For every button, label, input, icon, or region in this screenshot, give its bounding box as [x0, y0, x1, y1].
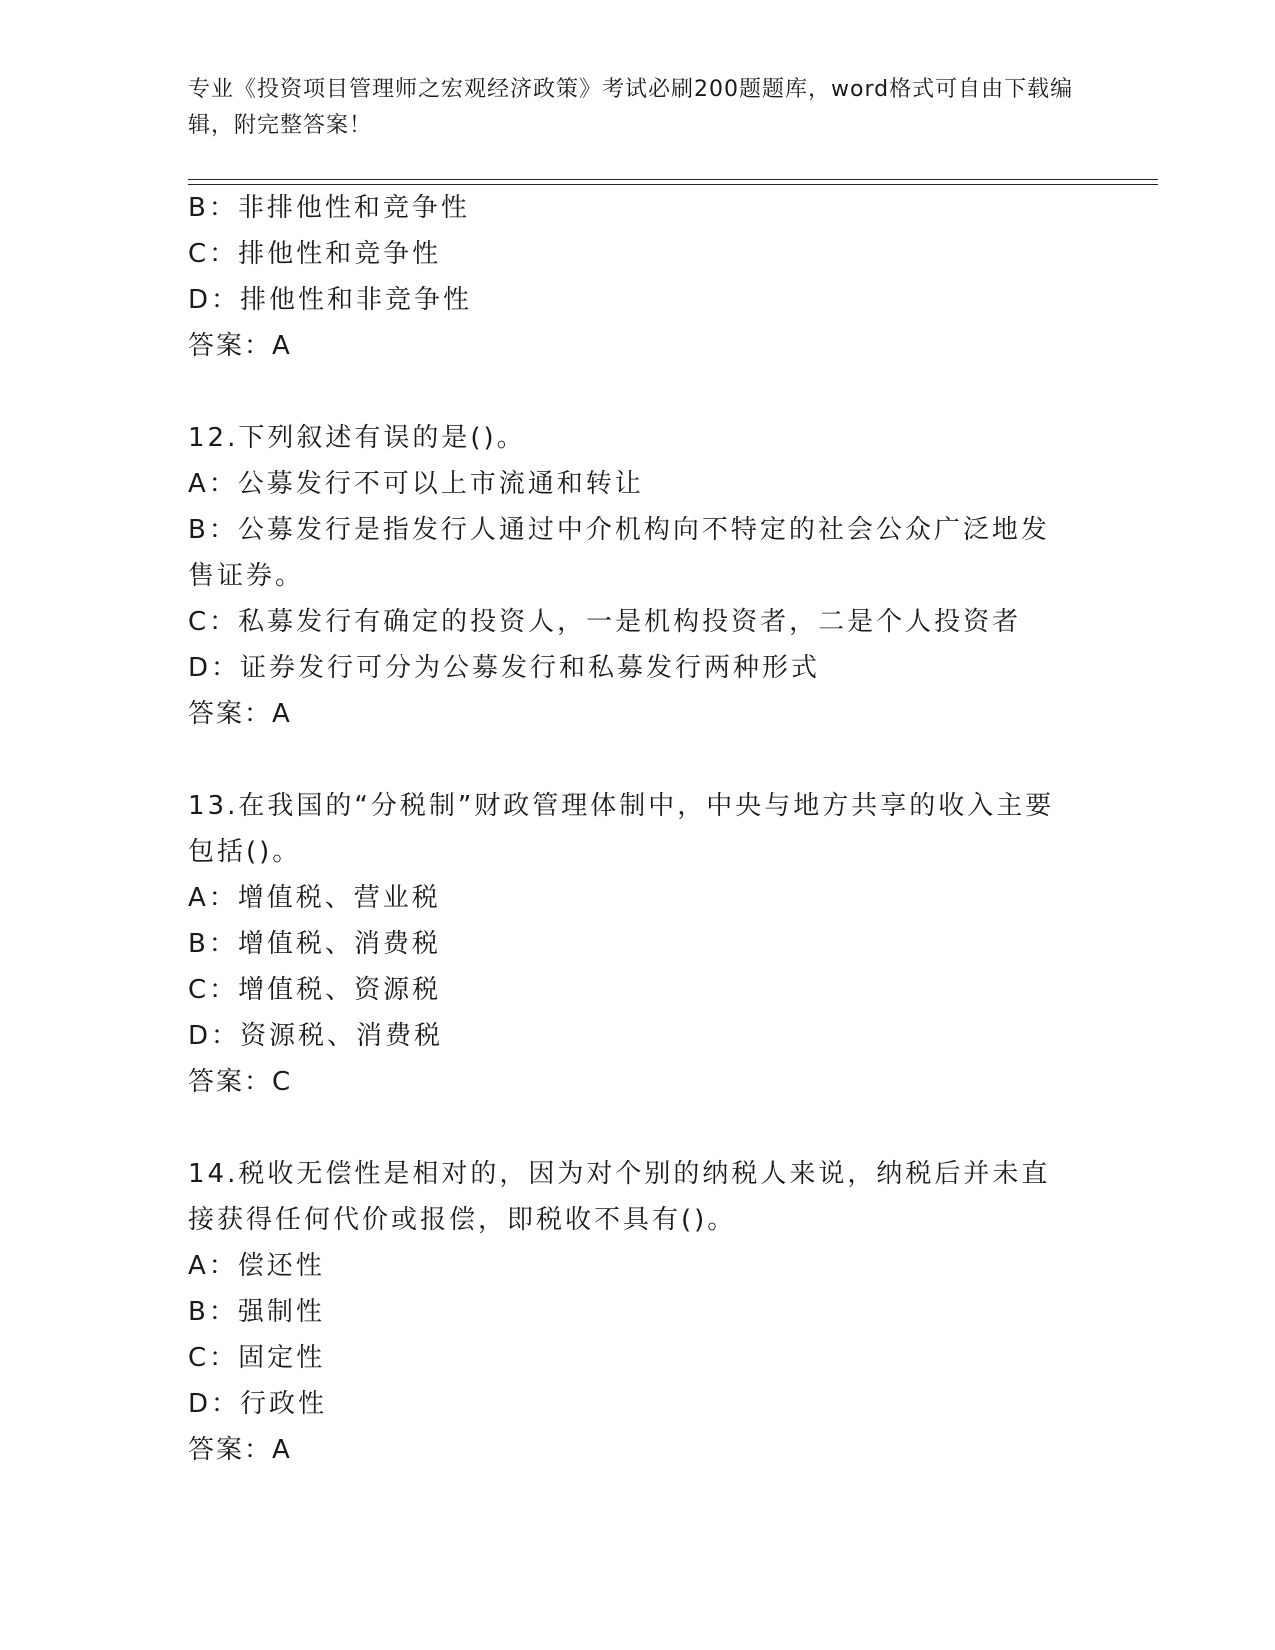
q14-option-c: C：固定性	[188, 1343, 326, 1373]
q13-answer: 答案：C	[188, 1067, 293, 1097]
q12-option-d: D：证券发行可分为公募发行和私募发行两种形式	[188, 653, 821, 683]
q13-option-b: B：增值税、消费税	[188, 929, 441, 959]
q11-answer: 答案：A	[188, 331, 292, 361]
q12-option-a: A：公募发行不可以上市流通和转让	[188, 469, 644, 499]
q12-question: 12.下列叙述有误的是()。	[188, 423, 526, 453]
q14-answer: 答案：A	[188, 1435, 292, 1465]
q14-question: 14.税收无偿性是相对的，因为对个别的纳税人来说，纳税后并未直接获得任何代价或报偿，即税收不具有()。	[188, 1159, 1051, 1235]
header-divider-top	[188, 179, 1158, 180]
q11-option-d: D：排他性和非竞争性	[188, 285, 473, 315]
q14-option-a: A：偿还性	[188, 1251, 325, 1281]
q12-option-c: C：私募发行有确定的投资人，一是机构投资者，二是个人投资者	[188, 607, 1022, 637]
q14-option-d: D：行政性	[188, 1389, 328, 1419]
q14-option-b: B：强制性	[188, 1297, 325, 1327]
q11-option-c: C：排他性和竞争性	[188, 239, 442, 269]
q13-option-c: C：增值税、资源税	[188, 975, 442, 1005]
q13-option-a: A：增值税、营业税	[188, 883, 441, 913]
q13-question: 13.在我国的“分税制”财政管理体制中，中央与地方共享的收入主要包括()。	[188, 791, 1055, 867]
document-header: 专业《投资项目管理师之宏观经济政策》考试必刷200题题库，word格式可自由下载编辑，附完整答案！	[188, 77, 1074, 138]
q13-option-d: D：资源税、消费税	[188, 1021, 444, 1051]
q11-option-b: B：非排他性和竞争性	[188, 193, 470, 223]
q12-option-b: B：公募发行是指发行人通过中介机构向不特定的社会公众广泛地发售证券。	[188, 515, 1050, 591]
q12-answer: 答案：A	[188, 699, 292, 729]
